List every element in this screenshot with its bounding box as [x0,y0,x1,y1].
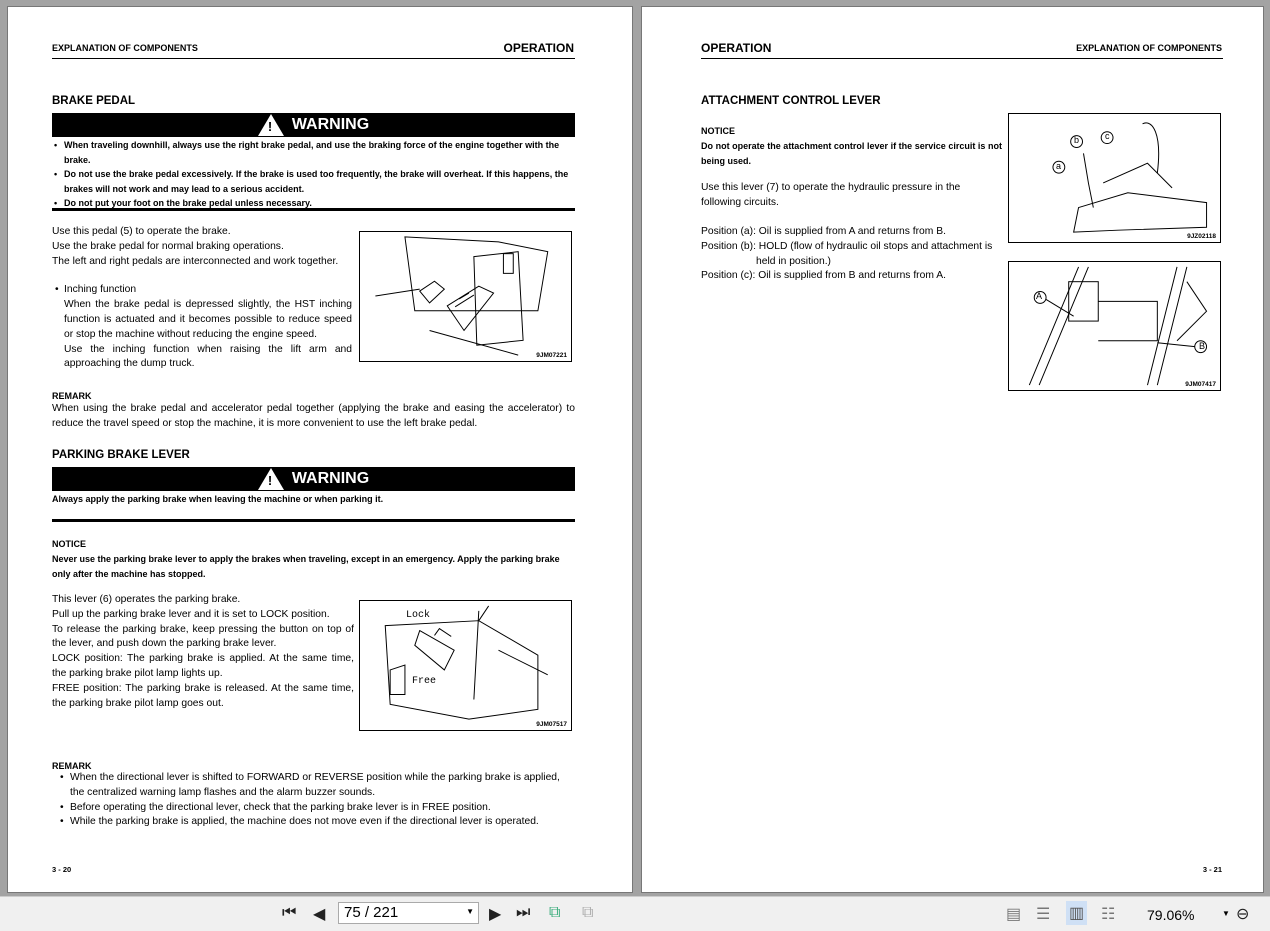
warning-text: Always apply the parking brake when leaving the machine or when parking it. [52,494,384,504]
label-b: b [1074,135,1080,145]
two-page-view-icon[interactable]: ▥ [1066,901,1087,925]
warning-list [52,138,575,211]
free-label: Free [412,676,437,687]
brake-pedal-illustration [360,232,571,361]
parking-text [52,593,354,711]
zoom-level[interactable]: 79.06% [1147,907,1195,923]
divider [52,519,575,522]
page-number: 3 - 21 [1202,865,1222,874]
figure-code: 9JZ02118 [1187,233,1216,240]
section-title: BRAKE PEDAL [52,95,136,107]
paragraph: Use this pedal (5) to operate the brake. [52,226,231,237]
label-B: B [1199,341,1206,351]
warning-icon: ! [258,114,284,136]
single-page-view-icon[interactable]: ▤ [1006,906,1022,923]
remark-text: When using the brake pedal and accelerator pedal together (applying the brake and easing the accelerator) to reduce the travel speed or stop the machine, it is more convenient to use the left brake pedal. [52,403,575,429]
last-page-button[interactable]: ⏭ [516,904,531,921]
warning-icon: ! [258,468,284,490]
paragraph: Pull up the parking brake lever and it is set to LOCK position. [52,608,330,620]
positions [701,225,1002,284]
header-left: EXPLANATION OF COMPONENTS [52,43,198,53]
paragraph: To release the parking brake, keep pressing the button on top of the lever, and push down the parking brake lever. [52,623,354,650]
section-title: PARKING BRAKE LEVER [52,449,190,461]
figure-code: 9JM07221 [536,352,567,359]
viewer-toolbar [0,896,1270,931]
warning-label: WARNING [291,116,370,133]
lever-illustration [1009,114,1220,242]
parking-brake-figure [359,600,572,731]
remark-list [58,771,575,830]
page-number: 3 - 20 [52,865,72,874]
page-value: 75 / 221 [344,904,399,921]
hydraulic-figure [1008,261,1221,391]
page-input[interactable] [338,902,479,924]
inching-section: • Inching function When the brake pedal is depressed slightly, the HST inching function is actuated and it becomes possible to reduce speed or stop the machine without reducing the engine speed. Use the inching function when raising the lift arm and approaching the dump truck. [52,283,352,372]
warning-label: WARNING [291,470,370,487]
notice-text: Never use the parking brake lever to apply the brakes when traveling, except in an emergency. Apply the parking brake only after the machine has stopped. [52,554,560,579]
header-left: OPERATION [701,41,772,55]
paragraph: The left and right pedals are interconnected and work together. [52,255,339,267]
warning-banner [52,467,575,491]
left-page [7,6,633,893]
notice-label: NOTICE [52,539,87,549]
list-item: • Do not use the brake pedal excessively. If the brake is used too frequently, the brake will overheat. If this happens, the brakes will not work and may lead to a serious accident. [52,167,575,196]
rotate-icon[interactable]: ⧉ [549,904,561,921]
label-c: c [1105,131,1110,141]
label-A: A [1036,291,1043,301]
list-item: • When traveling downhill, always use the right brake pedal, and use the braking force of the engine together with the brake. [52,138,575,167]
label-a: a [1056,161,1062,171]
list-item: • When the directional lever is shifted to FORWARD or REVERSE position while the parking brake is applied, the centralized warning lamp flashes and the alarm buzzer sounds. [58,771,575,801]
zoom-dropdown-icon[interactable]: ▼ [1222,909,1230,918]
position-c: Position (c): Oil is supplied from B and returns from A. [701,270,946,282]
section-title: ATTACHMENT CONTROL LEVER [701,95,881,107]
notice-label: NOTICE [701,126,736,136]
brake-text [52,225,352,372]
inching-title: Inching function [64,284,137,296]
right-page [641,6,1264,893]
first-page-button[interactable]: ⏮ [282,904,297,921]
paragraph: Use the inching function when raising the lift arm and approaching the dump truck. [64,343,352,370]
continuous-view-icon[interactable]: ☰ [1036,906,1051,923]
previous-page-button[interactable]: ◀ [313,906,326,923]
header-right: EXPLANATION OF COMPONENTS [1076,43,1222,53]
figure-code: 9JM07417 [1185,381,1216,388]
attachment-lever-figure [1008,113,1221,243]
divider [52,58,575,59]
paragraph: Use the brake pedal for normal braking operations. [52,240,284,252]
lock-label: Lock [406,610,431,621]
position-a: Position (a): Oil is supplied from A and returns from B. [701,226,946,237]
paragraph: When the brake pedal is depressed slightly, the HST inching function is actuated and it becomes possible to reduce speed or stop the machine without reducing the engine speed. [64,299,352,340]
zoom-out-icon[interactable]: ⊖ [1236,906,1250,923]
paragraph: LOCK position: The parking brake is applied. At the same time, the parking brake pilot lamp lights up. [52,653,354,679]
two-page-continuous-icon[interactable]: ☷ [1101,906,1116,923]
list-item: • Do not put your foot on the brake pedal unless necessary. [52,196,575,211]
position-b-cont: held in position.) [756,255,831,267]
figure-code: 9JM07517 [536,721,567,728]
intro-text: Use this lever (7) to operate the hydraulic pressure in the following circuits. [701,182,961,208]
brake-pedal-figure [359,231,572,362]
parking-brake-illustration [360,601,571,730]
paragraph: This lever (6) operates the parking brake. [52,594,241,605]
hydraulic-illustration [1009,262,1220,390]
remark-label: REMARK [52,391,92,401]
position-b: Position (b): HOLD (flow of hydraulic oil stops and attachment is [701,240,993,252]
header-right: OPERATION [503,41,574,55]
remark-label: REMARK [52,761,92,771]
notice-text: Do not operate the attachment control lever if the service circuit is not being used. [701,141,1002,166]
copy-icon[interactable]: ⧉ [582,904,594,921]
divider [701,58,1223,59]
warning-banner [52,113,575,137]
next-page-button[interactable]: ▶ [489,906,502,923]
list-item: • While the parking brake is applied, the machine does not move even if the directional lever is operated. [58,815,575,830]
divider [52,208,575,211]
list-item: • Before operating the directional lever, check that the parking brake lever is in FREE position. [58,801,575,816]
chevron-down-icon[interactable]: ▼ [466,907,474,916]
paragraph: FREE position: The parking brake is released. At the same time, the parking brake pilot lamp goes out. [52,682,354,709]
